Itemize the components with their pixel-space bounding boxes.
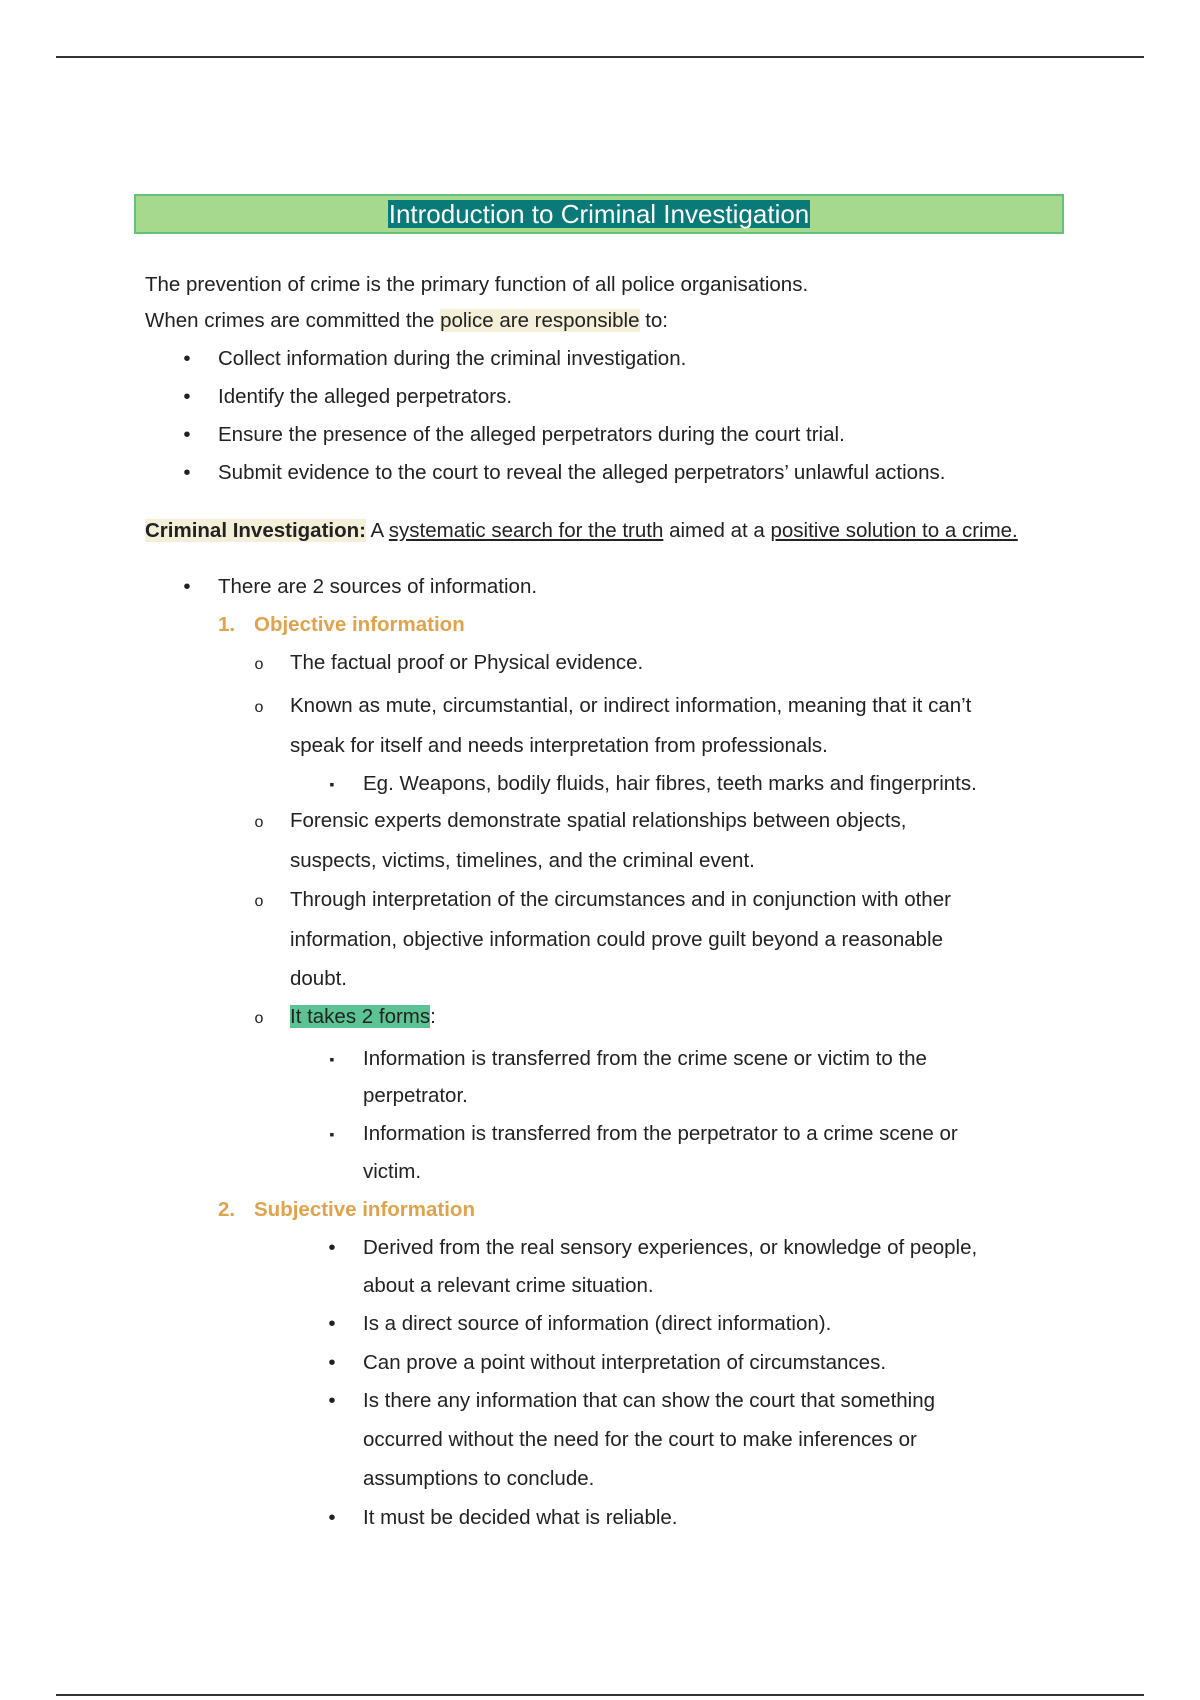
objective-point-3-line-1: Forensic experts demonstrate spatial relationships between objects, (290, 809, 907, 832)
definition-term: Criminal Investigation: (145, 519, 366, 542)
bullet-icon: • (183, 385, 191, 408)
bullet-icon: • (183, 575, 191, 598)
subjective-point-4-line-3: assumptions to conclude. (363, 1467, 595, 1490)
bullet-icon: • (328, 1312, 336, 1335)
subjective-point-3: Can prove a point without interpretation of circumstances. (363, 1351, 887, 1374)
circle-bullet-icon: o (254, 893, 264, 910)
intro-line-2-post: to: (639, 309, 669, 332)
section-number-objective: 1. (218, 613, 236, 636)
highlight-two-forms: It takes 2 forms (290, 1005, 431, 1028)
objective-point-2-line-1: Known as mute, circumstantial, or indirect information, meaning that it can’t (290, 694, 972, 717)
subjective-point-1-line-2: about a relevant crime situation. (363, 1274, 654, 1297)
bullet-icon: • (328, 1506, 336, 1529)
square-bullet-icon: ▪ (329, 776, 335, 792)
section-number-subjective: 2. (218, 1198, 236, 1221)
objective-point-2-example: Eg. Weapons, bodily fluids, hair fibres, teeth marks and fingerprints. (363, 772, 977, 795)
circle-bullet-icon: o (254, 1010, 264, 1027)
form-1-line-1: Information is transferred from the crime scene or victim to the (363, 1047, 927, 1070)
bullet-icon: • (328, 1351, 336, 1374)
list-item: Submit evidence to the court to reveal the alleged perpetrators’ unlawful actions. (218, 461, 946, 484)
header-rule (56, 56, 1144, 58)
sources-intro: There are 2 sources of information. (218, 575, 538, 598)
bullet-icon: • (328, 1236, 336, 1259)
footer-rule (56, 1694, 1144, 1696)
page-title: Introduction to Criminal Investigation (388, 199, 810, 229)
subjective-point-4-line-2: occurred without the need for the court to make inferences or (363, 1428, 917, 1451)
subjective-point-1-line-1: Derived from the real sensory experiences, or knowledge of people, (363, 1236, 978, 1259)
section-heading-subjective: Subjective information (254, 1198, 475, 1221)
subjective-point-4-line-1: Is there any information that can show the court that something (363, 1389, 936, 1412)
section-heading-objective: Objective information (254, 613, 465, 636)
circle-bullet-icon: o (254, 814, 264, 831)
circle-bullet-icon: o (254, 699, 264, 716)
objective-point-4-line-3: doubt. (290, 967, 347, 990)
form-2-line-2: victim. (363, 1160, 422, 1183)
intro-line-2 (145, 308, 668, 334)
highlight-police-responsible: police are responsible (440, 309, 640, 332)
bullet-icon: • (328, 1389, 336, 1412)
circle-bullet-icon: o (254, 656, 264, 673)
form-1-line-2: perpetrator. (363, 1084, 468, 1107)
objective-point-1: The factual proof or Physical evidence. (290, 651, 644, 674)
square-bullet-icon: ▪ (329, 1126, 335, 1142)
definition-underline-2: positive solution to a crime. (770, 519, 1018, 542)
subjective-point-2: Is a direct source of information (direct information). (363, 1312, 832, 1335)
objective-point-4-line-1: Through interpretation of the circumstances and in conjunction with other (290, 888, 951, 911)
definition-text-mid: aimed at a (663, 519, 771, 542)
definition-text-pre: A (365, 519, 389, 542)
intro-line-1: The prevention of crime is the primary function of all police organisations. (145, 273, 809, 296)
definition-line (145, 518, 1018, 544)
objective-point-4-line-2: information, objective information could prove guilt beyond a reasonable (290, 928, 943, 951)
subjective-point-5: It must be decided what is reliable. (363, 1506, 678, 1529)
list-item: Collect information during the criminal investigation. (218, 347, 687, 370)
bullet-icon: • (183, 347, 191, 370)
objective-point-5-post: : (430, 1005, 436, 1028)
intro-line-2-pre: When crimes are committed the (145, 309, 441, 332)
list-item: Identify the alleged perpetrators. (218, 385, 513, 408)
title-banner (134, 194, 1064, 234)
square-bullet-icon: ▪ (329, 1051, 335, 1067)
definition-underline-1: systematic search for the truth (388, 519, 664, 542)
bullet-icon: • (183, 423, 191, 446)
form-2-line-1: Information is transferred from the perpetrator to a crime scene or (363, 1122, 958, 1145)
objective-point-2-line-2: speak for itself and needs interpretation from professionals. (290, 734, 828, 757)
list-item: Ensure the presence of the alleged perpetrators during the court trial. (218, 423, 845, 446)
objective-point-3-line-2: suspects, victims, timelines, and the criminal event. (290, 849, 755, 872)
objective-point-5 (290, 1004, 436, 1030)
bullet-icon: • (183, 461, 191, 484)
